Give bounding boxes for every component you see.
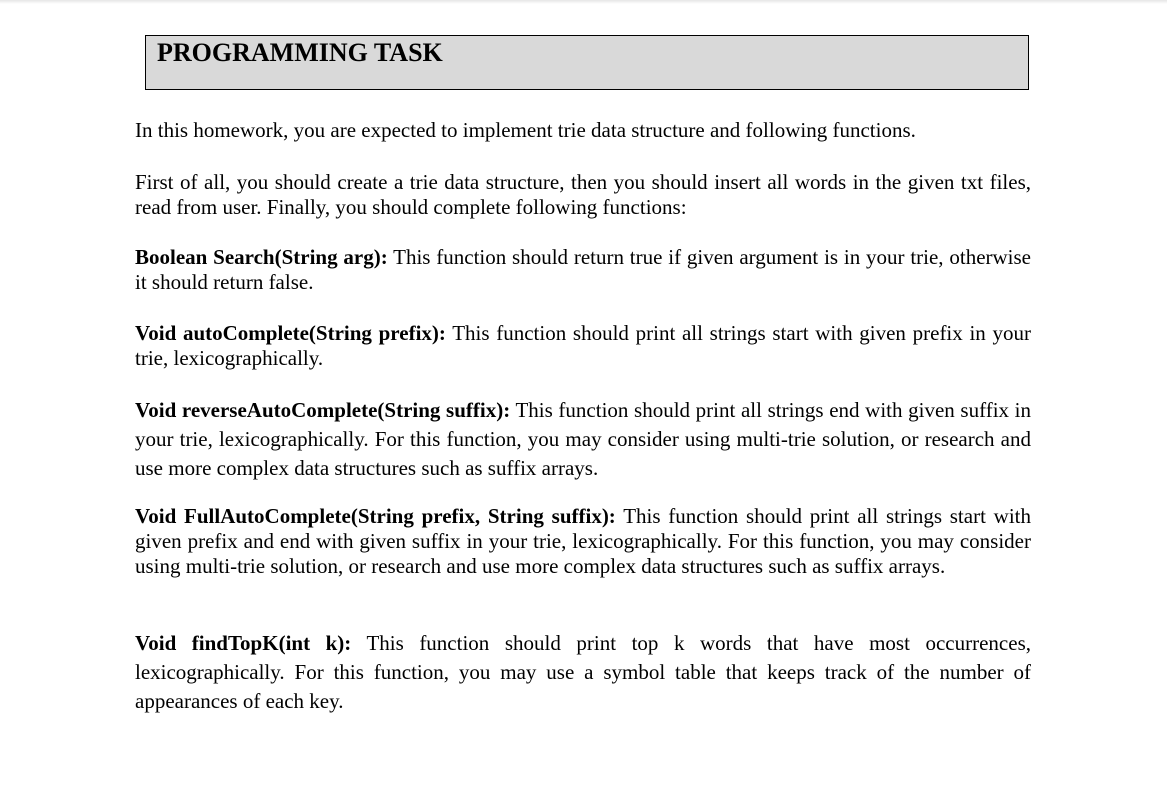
function-reverse-autocomplete — [135, 396, 1031, 483]
first-paragraph: First of all, you should create a trie data structure, then you should insert all words in the given txt files, read from user. Finally, you should complete following functions: — [135, 170, 1031, 219]
function-full-autocomplete — [135, 504, 1031, 579]
function-description: This function should print all strings start with given prefix in your trie, lexicographically. — [135, 321, 1031, 370]
function-description: This function should print all strings end with given suffix in your trie, lexicographically. For this function, you may consider using multi-trie solution, or research and use more complex data structures such as suffix arrays. — [135, 398, 1031, 480]
intro-paragraph: In this homework, you are expected to implement trie data structure and following functions. — [135, 118, 916, 142]
function-search — [135, 245, 1031, 295]
function-signature: Void findTopK(int k): — [135, 631, 352, 655]
function-description: This function should return true if given argument is in your trie, otherwise it should return false. — [135, 245, 1031, 294]
function-description: This function should print top k words that have most occurrences, lexicographically. For this function, you may use a symbol table that keeps track of the number of appearances of each key. — [135, 631, 1031, 713]
function-find-top-k — [135, 629, 1031, 716]
function-signature: Void FullAutoComplete(String prefix, String suffix): — [135, 504, 616, 528]
function-autocomplete — [135, 321, 1031, 371]
function-signature: Void reverseAutoComplete(String suffix): — [135, 398, 511, 422]
title-box — [145, 35, 1029, 90]
page-title: PROGRAMMING TASK — [157, 38, 443, 67]
function-signature: Void autoComplete(String prefix): — [135, 321, 446, 345]
function-description: This function should print all strings start with given prefix and end with given suffix in your trie, lexicographically. For this function, you may consider using multi-trie solution, or research and use more complex data structures such as suffix arrays. — [135, 504, 1031, 578]
page-top-edge — [0, 0, 1167, 4]
function-signature: Boolean Search(String arg): — [135, 245, 388, 269]
